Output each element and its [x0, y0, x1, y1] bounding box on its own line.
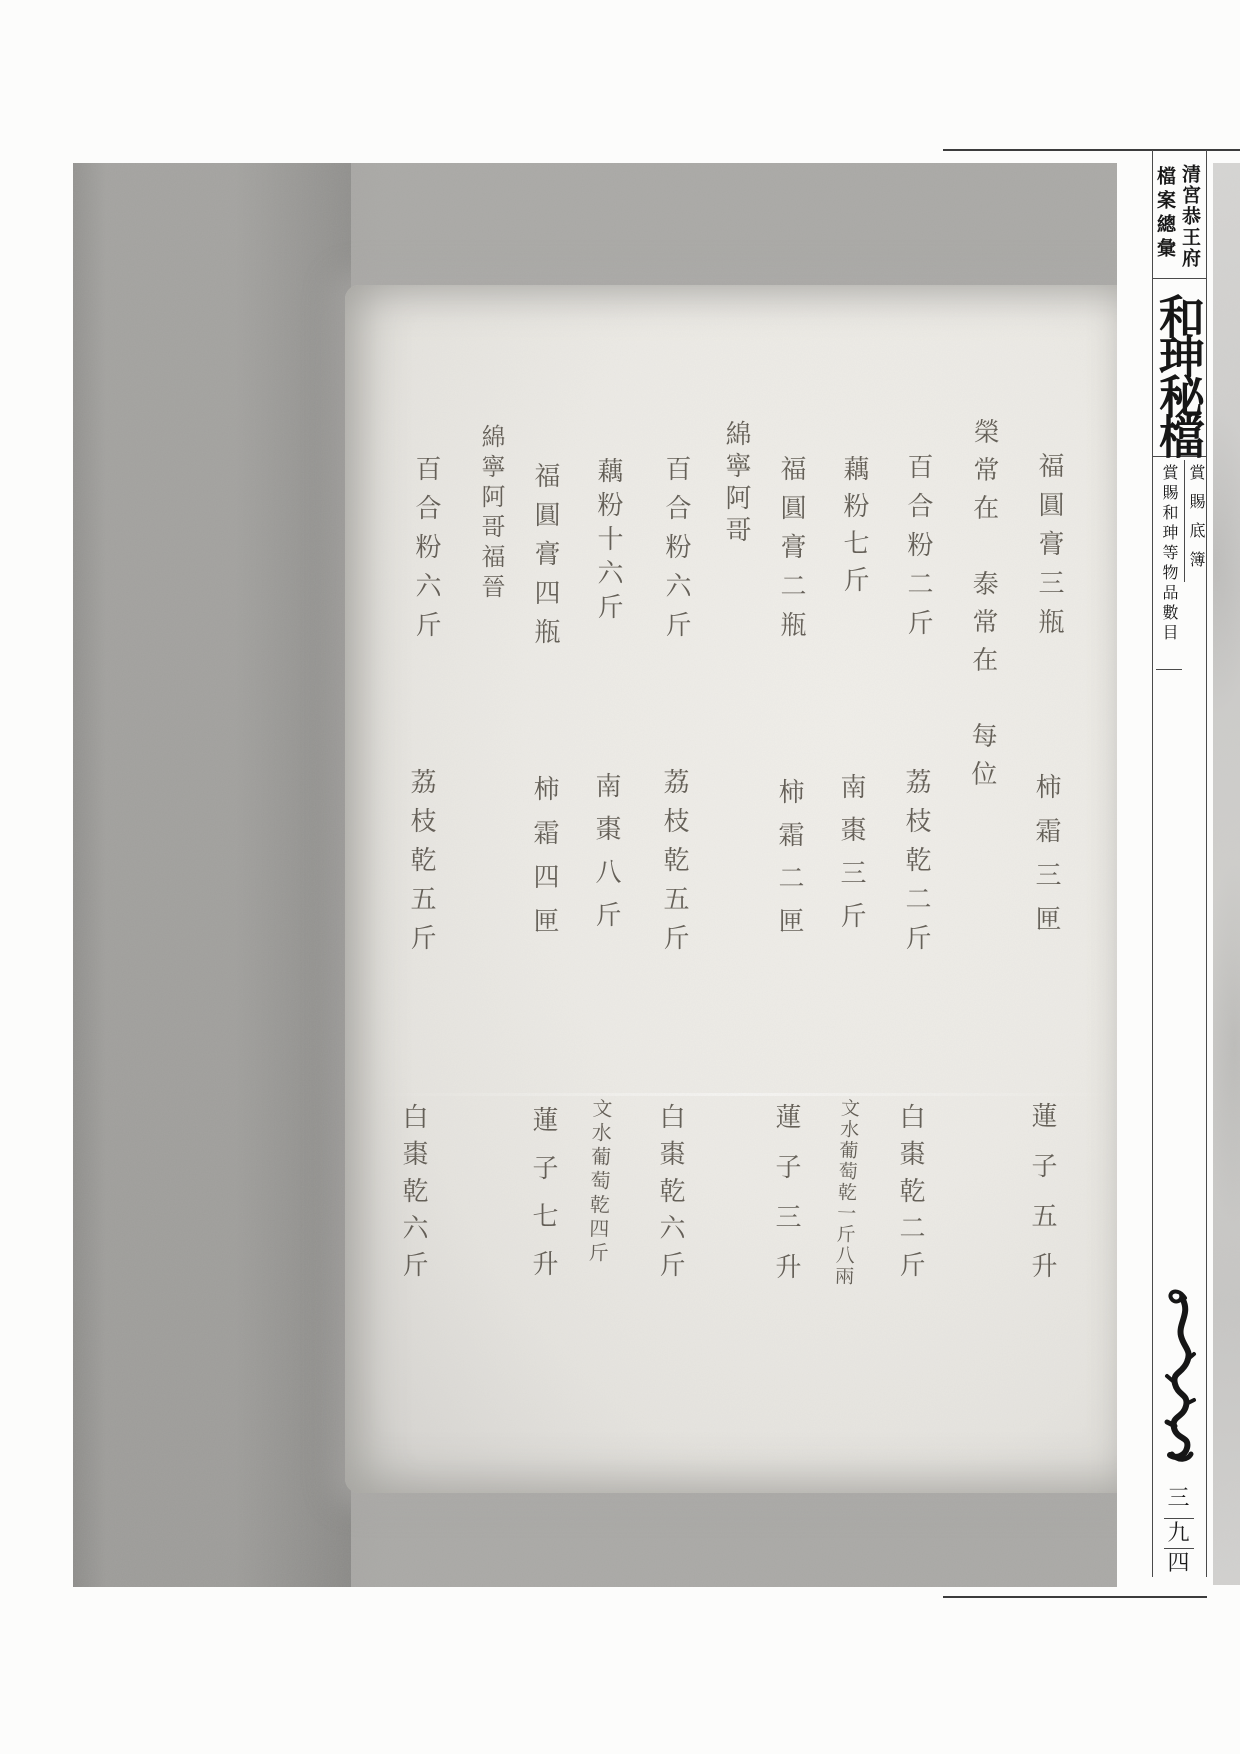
page-digit-divider-1: [1164, 1518, 1194, 1519]
page-edge-marbling: [1213, 163, 1240, 1585]
ms-col9-mid: 柿霜四匣: [530, 775, 559, 951]
ms-col5-mid: 柿霜二匣: [775, 778, 804, 950]
ms-col4-top: 藕粉七斤: [840, 455, 869, 603]
section-label: 賞賜底簿: [1187, 464, 1204, 580]
ms-col7-bottom: 白棗乾六斤: [656, 1103, 685, 1288]
collection-title-right: 清宮恭王府: [1179, 164, 1200, 269]
ms-col8-mid: 南棗八斤: [592, 772, 621, 944]
ms-col11-mid: 荔枝乾五斤: [407, 768, 436, 963]
footer-rule: [943, 1596, 1207, 1598]
ms-col3-bottom: 白棗乾二斤: [896, 1103, 925, 1288]
ms-col5-top: 福圓膏二瓶: [777, 455, 806, 650]
ms-col3-top: 百合粉二斤: [904, 453, 933, 648]
ms-header-mianning-fujin: 綿寧阿哥福晉: [477, 424, 503, 604]
ms-col5-bottom: 蓮子三升: [772, 1103, 801, 1303]
book-cover-cloth: [73, 163, 351, 1587]
collection-title-left: 檔案總彙: [1154, 166, 1175, 262]
sidebar-end-tick: [1156, 669, 1182, 670]
manuscript-photo: [73, 163, 1117, 1587]
ms-col8-bottom: 文水葡萄乾四斤: [584, 1097, 612, 1267]
dragon-ornament-icon: [1160, 1284, 1198, 1466]
ms-col1-bottom: 蓮子五升: [1028, 1102, 1057, 1302]
sidebar-subcolumn-divider: [1184, 460, 1185, 582]
sidebar-divider-1: [1152, 278, 1206, 279]
book-title: 和珅秘檔: [1153, 293, 1204, 453]
ms-header-changzai: 榮常在 泰常在 每位: [967, 417, 1000, 799]
page-digit-3: 四: [1167, 1550, 1190, 1575]
ms-col1-top: 福圓膏三瓶: [1035, 452, 1064, 647]
ms-col7-mid: 荔枝乾五斤: [660, 768, 689, 963]
subsection-label: 賞賜和珅等物品數目: [1160, 464, 1177, 644]
ms-col1-mid: 柿霜三匣: [1032, 773, 1061, 949]
ms-col7-top: 百合粉六斤: [662, 455, 691, 650]
paper-crease: [373, 1093, 1117, 1096]
ms-col9-top: 福圓膏四瓶: [531, 462, 560, 657]
page-digit-2: 九: [1167, 1520, 1190, 1545]
ms-col4-mid: 南棗三斤: [837, 773, 866, 945]
sidebar-divider-2: [1152, 456, 1206, 457]
ms-col11-bottom: 白棗乾六斤: [399, 1103, 428, 1288]
page-digit-divider-2: [1164, 1548, 1194, 1549]
ms-col3-mid: 荔枝乾二斤: [902, 768, 931, 963]
ms-header-mianning: 綿寧阿哥: [722, 420, 751, 548]
ms-col11-top: 百合粉六斤: [412, 455, 441, 650]
ms-col8-top: 藕粉十六斤: [594, 457, 623, 627]
page-digit-1: 三: [1167, 1485, 1190, 1510]
ms-col4-bottom: 文水葡萄乾一斤八兩: [831, 1097, 860, 1288]
ms-col9-bottom: 蓮子七升: [529, 1106, 558, 1298]
